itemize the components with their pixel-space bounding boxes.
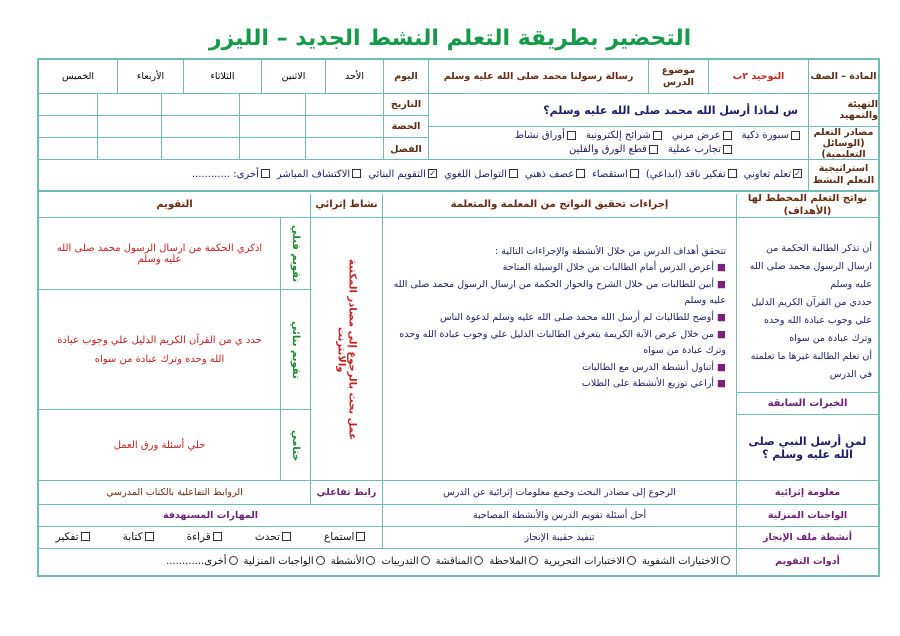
evaluation-cell [39,218,310,481]
procedure-item: ■أعرض الدرس أمام الطالبات من خلال الوسيلة المتاحة [502,262,726,273]
goals-list [736,218,878,393]
enrich-cell [310,218,382,481]
procedure-item: ■أتناول أنشطة الدرس مع الطالبات [582,361,726,373]
tool-option[interactable]: الملاحظة [489,556,537,569]
procedure-item: ■أوضح للطالبات لم أرسل الله محمد صلى الله عليه وسلم لدعوة الناس [439,311,726,323]
topic-label: موضوع الدرس [648,60,708,93]
skill-option[interactable]: تحدث [255,531,291,544]
day-label: اليوم [383,60,428,93]
day-tue: الثلاثاء [183,60,261,93]
strategy-options [39,160,808,190]
header-row [39,60,878,94]
prior-header: الخبرات السابقة [736,393,878,415]
procedures-intro: تتحقق أهداف الدرس من خلال الأنشطة والإجراءات التالية : [495,246,726,257]
skills-options [39,527,382,548]
strategy-option[interactable]: أخرى: ............ [192,169,270,182]
prior-text: لمن أرسل النبي صلى الله عليه وسلم ؟ [736,415,878,481]
info-block [39,94,878,160]
warmup-question: س لماذا أرسل الله محمد صلى الله عليه وسلم؟ [428,94,808,127]
procedure-item: ■أراعي توزيع الأنشطة على الطلاب [581,378,726,390]
final-label: ختامي [290,429,301,462]
portfolio-row [39,527,878,549]
date-label: التاريخ [383,94,428,116]
evaluation-header: التقويم [156,199,193,211]
formative-text: حدد ي من القرآن الكريم الدليل علي وجوب عبادة الله وحده وترك عبادة من سواه [39,290,280,410]
sources-options [428,127,808,160]
source-option[interactable]: عرض مرني [672,130,732,141]
formative-label: تقويم بنائي [290,320,301,379]
strategy-option[interactable]: استقصاء [592,169,639,182]
enrich-info-text: الرجوع إلى مصادر البحث وجمع معلومات إثرائية عن الدرس [382,481,736,504]
enrich-info-row [39,481,878,505]
tool-option[interactable]: الاختبارات الشفوية [642,556,730,569]
strategy-option[interactable]: الاكتشاف المباشر [277,169,361,182]
tools-options [39,549,736,575]
tool-option[interactable]: الأنشطة [331,556,376,569]
class-label: الفصل [383,138,428,160]
source-option[interactable]: قطع الورق والفلين [569,144,658,155]
strategy-label: استراتيجية التعلم النشط [808,160,878,190]
tool-option[interactable]: أخرى............ [166,556,237,569]
goal-item: حددي من القرآن الكريم الدليل علي وجوب عبادة الله وحده وترك عبادة من سواه [751,297,872,345]
procedures-header: إجراءات تحقيق النواتج من المعلمة والمتعلمة [382,194,736,217]
strategy-option[interactable]: ✓التقويم البنائي [368,168,436,180]
lesson-plan-table [37,58,880,577]
enrich-text: عمل بحث بالرجوع إلى مصادر المكتبة والانترنت [335,258,358,441]
source-option[interactable]: سبورة ذكية [742,130,800,141]
subject-class-label: المادة – الصف [808,60,878,93]
procedure-item: ■أبين للطالبات من خلال الشرح والحوار الحكمة من ارسال الرسول محمد صلى الله عليه وسلم [393,278,726,307]
day-sun: الأحد [325,60,383,93]
tribal-label: تقويم قبلي [290,224,301,283]
tool-option[interactable]: الواجبات المنزلية [244,556,325,569]
strategy-option[interactable]: التواصل اللغوي [444,169,518,182]
portfolio-text: تنفيذ حقيبة الإنجاز [382,527,736,548]
day-thu: الخميس [61,70,95,82]
goal-item: أن تعلم الطالبة غيرها ما تعلمته في الدرس [750,351,872,381]
goals-header: نواتج التعلم المخطط لها (الأهداف) [736,194,878,217]
strategy-option[interactable]: عصف ذهني [525,169,585,182]
day-wed: الأربعاء [117,60,183,93]
final-text: حلي أسئلة ورق العمل [113,440,206,451]
sources-label: مصادر التعلم (الوسائل التعليمية) [808,127,878,160]
skill-option[interactable]: استماع [324,531,365,544]
source-option[interactable]: شرائح إلكترونية [586,130,662,141]
strategy-option[interactable]: ✓تعلم تعاوني [743,168,801,180]
skill-option[interactable]: تفكير [56,531,90,544]
topic-value: رسالة رسولنا محمد صلى الله عليه وسلم [428,60,648,93]
day-mon: الاثنين [261,60,325,93]
interactive-text: الروابط التفاعلية بالكتاب المدرسي [106,486,243,498]
tools-row [39,549,878,575]
source-option[interactable]: أوراق نشاط [515,130,576,141]
tool-option[interactable]: التدريبات [381,556,429,569]
period-label: الحصة [383,116,428,138]
procedures-list [382,218,736,481]
homework-label: الواجبات المنزلية [736,505,878,526]
portfolio-label: أنشطة ملف الإنجاز [736,527,878,548]
goal-item: أن تذكر الطالبة الحكمة من ارسال الرسول محمد صلى الله عليه وسلم [749,243,872,291]
schedule-grid [39,94,383,160]
strategy-option[interactable]: تفكير ناقد (ابداعي) [646,169,737,182]
interactive-label: رابط تفاعلي [310,481,382,504]
warmup-label: التهيئة والتمهيد [808,94,878,127]
procedure-item: ■من خلال عرض الآية الكريمة يتعرفن الطالبات الدليل علي وجوب عبادة الله وحده وترك عبادة من سواه [399,328,726,357]
source-option[interactable]: تجارب عملية [668,144,732,155]
subject-value: التوحيد ٢ب [708,60,808,93]
homework-row [39,505,878,527]
tool-option[interactable]: المناقشة [436,556,484,569]
skill-option[interactable]: قراءة [187,531,222,544]
tool-option[interactable]: الاختبارات التحريرية [544,556,636,569]
tools-label: أدوات التقويم [736,549,878,575]
skills-header: المهارات المستهدفة [162,509,259,521]
page-title: التحضير بطريقة التعلم النشط الجديد – الليزر [208,26,692,51]
skill-option[interactable]: كتابة [123,531,154,544]
homework-text: أحل أسئلة تقويم الدرس والأنشطة المصاحبة [382,505,736,526]
tribal-text: اذكري الحكمة من ارسال الرسول محمد صلى الله عليه وسلم [39,218,280,290]
main-body [39,218,878,481]
enrich-header: نشاط إثرائي [310,194,382,217]
strategy-row [39,160,878,192]
enrich-info-label: معلومة إثرائية [736,481,878,504]
main-headers-row [39,194,878,218]
